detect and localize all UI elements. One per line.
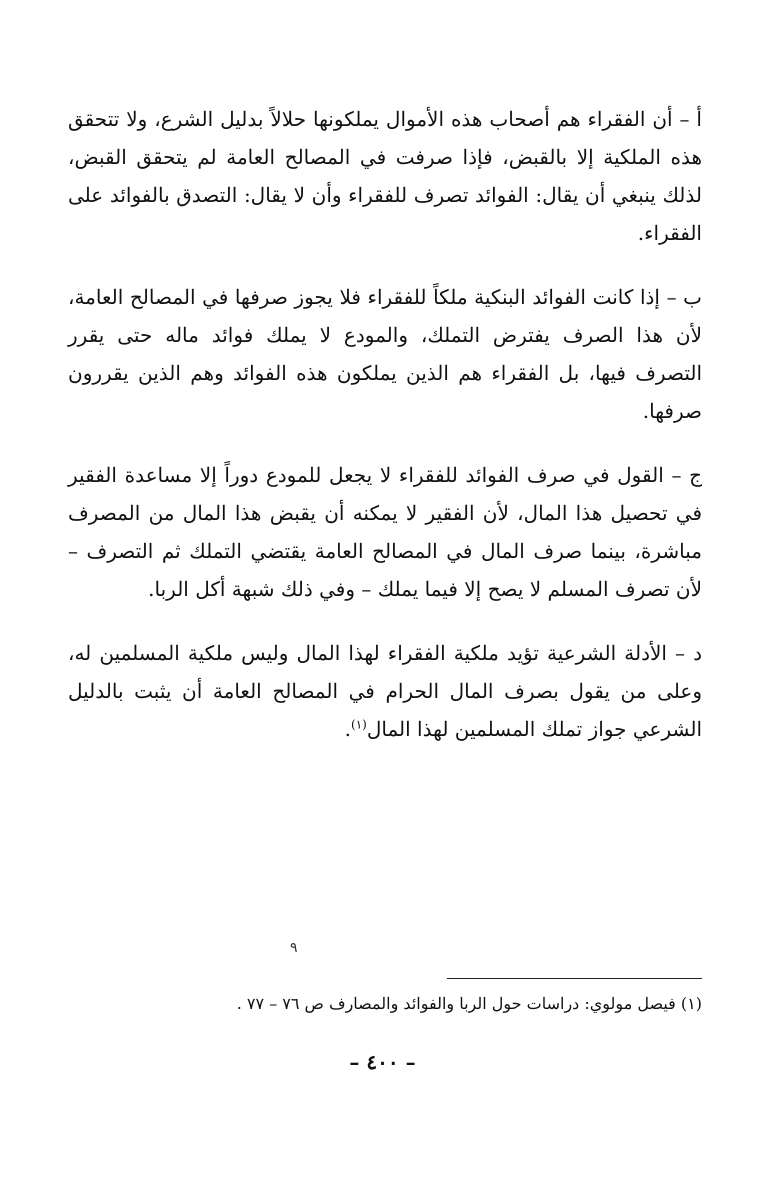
paragraph-d-text: الأدلة الشرعية تؤيد ملكية الفقراء لهذا المال وليس ملكية المسلمين له، وعلى من يقول بصرف المال الحرام في المصالح العامة أن يثبت بالدليل الشرعي جواز تملك المسلمين لهذا المال	[68, 641, 702, 741]
body-text	[68, 100, 702, 774]
paragraph-d	[68, 634, 702, 748]
footnote-divider	[447, 978, 702, 979]
paragraph-a-text: أن الفقراء هم أصحاب هذه الأموال يملكونها حلالاً بدليل الشرع، ولا تتحقق هذه الملكية إلا بالقبض، فإذا صرفت في المصالح العامة لم يتحقق القبض، لذلك ينبغي أن يقال: الفوائد تصرف للفقراء وأن لا يقال: التصدق بالفوائد على الفقراء.	[68, 107, 702, 245]
paragraph-a	[68, 100, 702, 252]
paragraph-c	[68, 456, 702, 608]
paragraph-b-text: إذا كانت الفوائد البنكية ملكاً للفقراء فلا يجوز صرفها في المصالح العامة، لأن هذا الصرف يفترض التملك، والمودع لا يملك فوائد ماله حتى يقرر التصرف فيها، بل الفقراء هم الذين يملكون هذه الفوائد وهم الذين يقررون صرفها.	[68, 285, 702, 423]
paragraph-c-marker: ج –	[671, 463, 702, 487]
stray-mark: ٩	[290, 940, 298, 956]
footnote: (١) فيصل مولوي: دراسات حول الربا والفوائد والمصارف ص ٧٦ – ٧٧ .	[236, 994, 702, 1013]
footnote-reference[interactable]: (١)	[351, 717, 367, 732]
page-number: – ٤٠٠ –	[349, 1050, 416, 1074]
paragraph-d-marker: د –	[675, 641, 703, 665]
paragraph-a-marker: أ –	[679, 107, 702, 131]
paragraph-d-tail: .	[344, 717, 352, 741]
paragraph-b	[68, 278, 702, 430]
paragraph-b-marker: ب –	[666, 285, 703, 309]
paragraph-c-text: القول في صرف الفوائد للفقراء لا يجعل للمودع دوراً إلا مساعدة الفقير في تحصيل هذا المال، لأن الفقير لا يمكنه أن يقبض هذا المال من المصرف مباشرة، بينما صرف المال في المصالح العامة يقتضي التملك ثم التصرف – لأن تصرف المسلم لا يصح إلا فيما يملك – وفي ذلك شبهة أكل الربا.	[68, 463, 702, 601]
